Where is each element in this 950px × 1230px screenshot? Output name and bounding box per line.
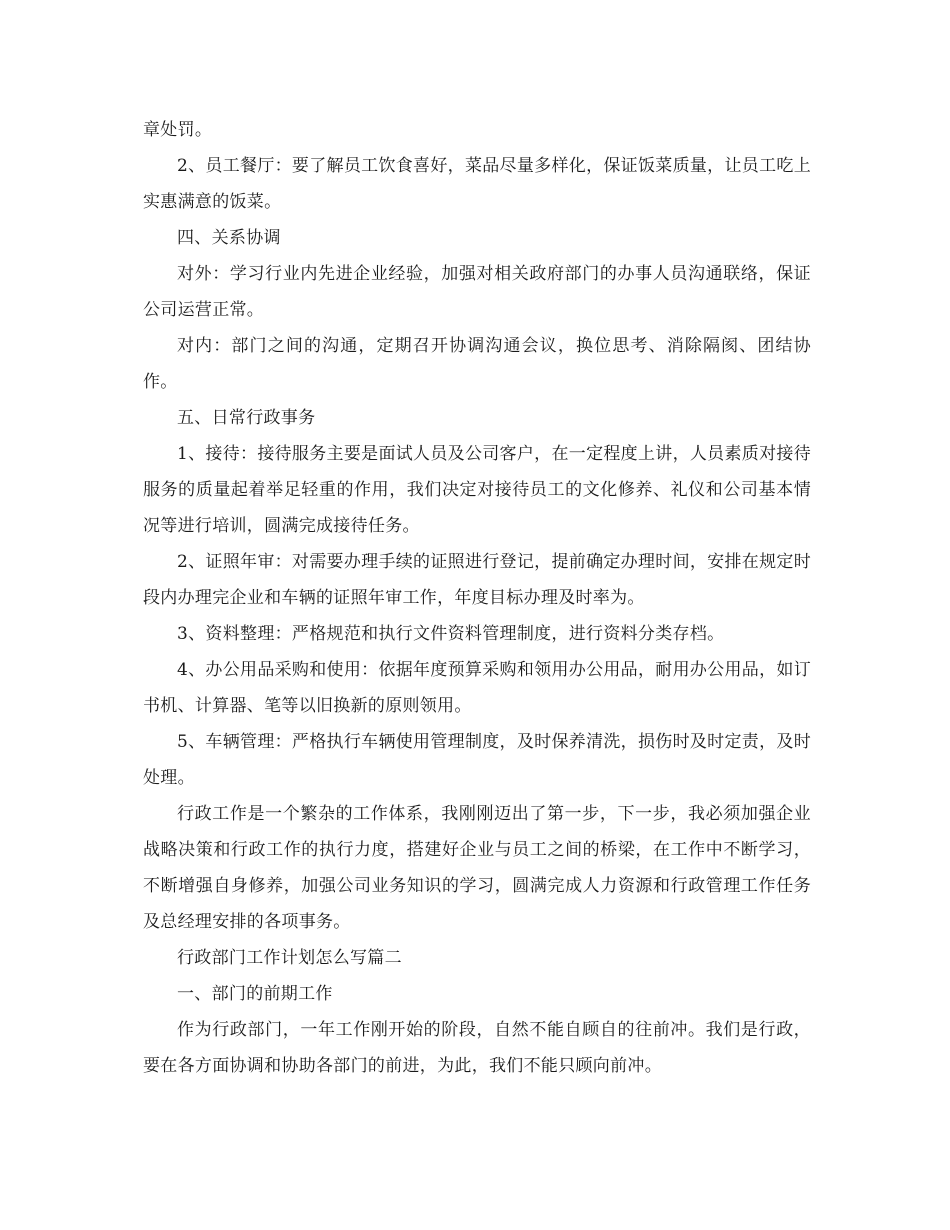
paragraph-license-review: 2、证照年审：对需要办理手续的证照进行登记，提前确定办理时间，安排在规定时段内办理完企业和车辆的证照年审工作，年度目标办理及时率为。: [143, 552, 811, 608]
paragraph-documents: 3、资料整理：严格规范和执行文件资料管理制度，进行资料分类存档。: [177, 624, 725, 644]
section-title-part-two: 行政部门工作计划怎么写篇二: [177, 948, 402, 968]
heading-relations: 四、关系协调: [177, 228, 281, 248]
paragraph-reception: 1、接待：接待服务主要是面试人员及公司客户，在一定程度上讲，人员素质对接待服务的质量起着举足轻重的作用，我们决定对接待员工的文化修养、礼仪和公司基本情况等进行培训，圆满完成接待任务。: [143, 444, 811, 536]
paragraph-vehicles: 5、车辆管理：严格执行车辆使用管理制度，及时保养清洗，损伤时及时定责，及时处理。: [143, 732, 811, 788]
paragraph-office-supplies: 4、办公用品采购和使用：依据年度预算采购和领用办公用品，耐用办公用品，如订书机、计算器、笔等以旧换新的原则领用。: [143, 660, 811, 716]
paragraph-internal: 对内：部门之间的沟通，定期召开协调沟通会议，换位思考、消除隔阂、团结协作。: [143, 336, 811, 392]
heading-early-work: 一、部门的前期工作: [177, 984, 333, 1004]
paragraph-continued: 章处罚。: [143, 120, 213, 140]
paragraph-staff-canteen: 2、员工餐厅：要了解员工饮食喜好，菜品尽量多样化，保证饭菜质量，让员工吃上实惠满意的饭菜。: [143, 156, 811, 212]
paragraph-admin-role: 作为行政部门，一年工作刚开始的阶段，自然不能自顾自的往前冲。我们是行政，要在各方面协调和协助各部门的前进，为此，我们不能只顾向前冲。: [143, 1020, 811, 1076]
paragraph-external: 对外：学习行业内先进企业经验，加强对相关政府部门的办事人员沟通联络，保证公司运营正常。: [143, 264, 811, 320]
paragraph-summary: 行政工作是一个繁杂的工作体系，我刚刚迈出了第一步，下一步，我必须加强企业战略决策和行政工作的执行力度，搭建好企业与员工之间的桥梁，在工作中不断学习，不断增强自身修养，加强公司业务知识的学习，圆满完成人力资源和行政管理工作任务及总经理安排的各项事务。: [143, 804, 811, 932]
heading-daily-affairs: 五、日常行政事务: [177, 408, 316, 428]
document-page: [143, 112, 811, 1084]
